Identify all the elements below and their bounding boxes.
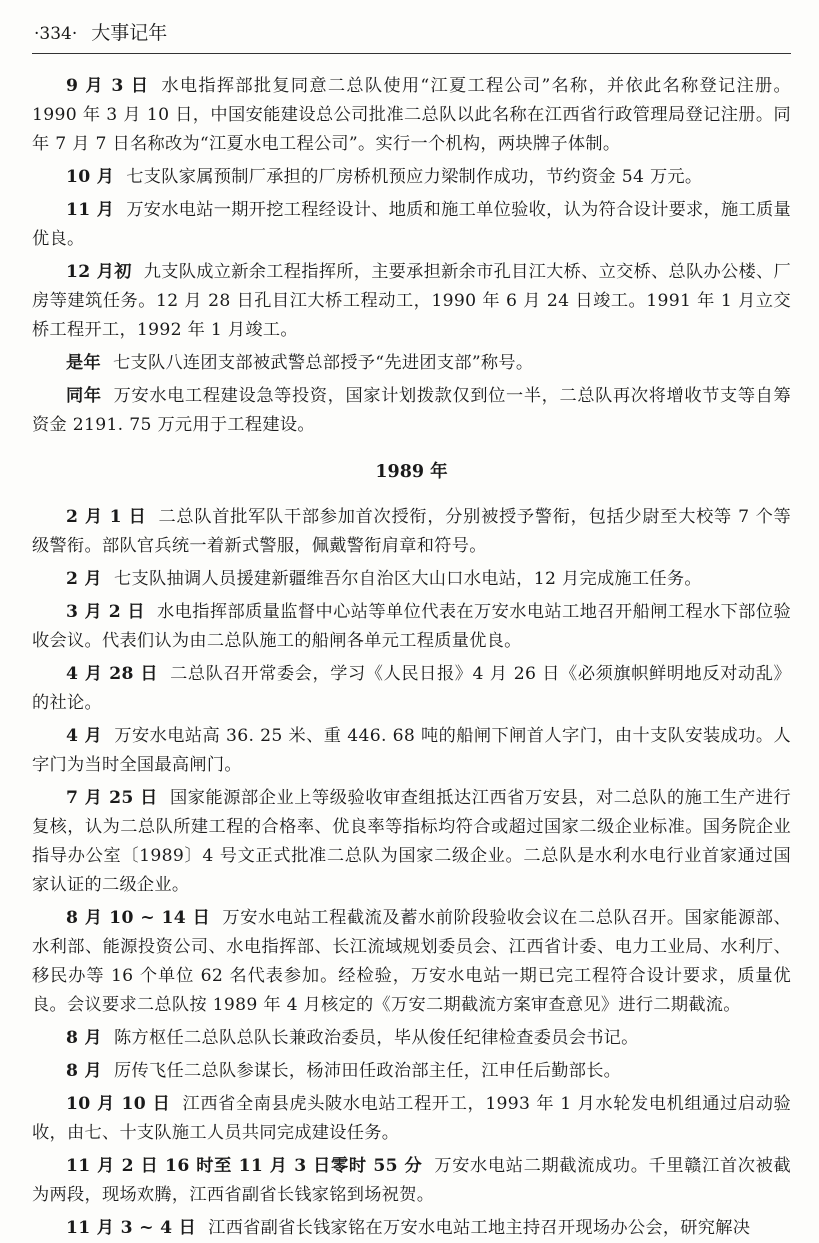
entry-text: 陈方枢任二总队总队长兼政治委员，毕从俊任纪律检查委员会书记。 xyxy=(114,1028,639,1048)
entry-date: 4 月 xyxy=(66,726,103,746)
entry-date: 2 月 1 日 xyxy=(66,507,147,527)
entry-text: 七支队家属预制厂承担的厂房桥机预应力梁制作成功，节约资金 54 万元。 xyxy=(126,167,703,187)
chronicle-entry xyxy=(32,72,791,159)
entries-1989 xyxy=(32,503,791,1243)
entry-date: 10 月 xyxy=(66,167,115,187)
entry-date: 11 月 2 日 16 时至 11 月 3 日零时 55 分 xyxy=(66,1156,423,1176)
chronicle-entry xyxy=(32,660,791,718)
chronicle-entry xyxy=(32,904,791,1020)
entry-text: 江西省全南县虎头陂水电站工程开工，1993 年 1 月水轮发电机组通过启动验收，由七、十支队施工人员共同完成建设任务。 xyxy=(32,1094,791,1143)
entry-text: 二总队召开常委会，学习《人民日报》4 月 26 日《必须旗帜鲜明地反对动乱》的社论。 xyxy=(32,664,791,713)
entry-text: 万安水电站工程截流及蓄水前阶段验收会议在二总队召开。国家能源部、水利部、能源投资公司、水电指挥部、长江流域规划委员会、江西省计委、电力工业局、水利厅、移民办等 16 个单位 62 名代表参加。经检验，万安水电站一期已完工程符合设计要求，质量优良。会议要求二总队按 1989 年 4 月核定的《万安二期截流方案审查意见》进行二期截流。 xyxy=(32,908,791,1015)
entries-top xyxy=(32,72,791,440)
header-rule xyxy=(32,53,791,54)
chronicle-entry xyxy=(32,196,791,254)
entry-date: 12 月初 xyxy=(66,262,132,282)
entry-date: 9 月 3 日 xyxy=(66,76,150,96)
entry-text: 水电指挥部质量监督中心站等单位代表在万安水电站工地召开船闸工程水下部位验收会议。代表们认为由二总队施工的船闸各单元工程质量优良。 xyxy=(32,602,791,651)
entry-date: 8 月 xyxy=(66,1061,103,1081)
entry-date: 4 月 28 日 xyxy=(66,664,159,684)
chronicle-entry xyxy=(32,163,791,192)
entry-date: 8 月 xyxy=(66,1028,103,1048)
chronicle-entry xyxy=(32,382,791,440)
entry-text: 万安水电站高 36. 25 米、重 446. 68 吨的船闸下闸首人字门，由十支队安装成功。人字门为当时全国最高闸门。 xyxy=(32,726,791,775)
entry-date: 2 月 xyxy=(66,569,103,589)
entry-text: 厉传飞任二总队参谋长，杨沛田任政治部主任，江申任后勤部长。 xyxy=(114,1061,622,1081)
page-header xyxy=(32,18,791,45)
entry-text: 七支队八连团支部被武警总部授予“先进团支部”称号。 xyxy=(112,353,534,373)
chronicle-entry xyxy=(32,565,791,594)
chronicle-entry xyxy=(32,1152,791,1210)
entry-text: 万安水电站二期截流成功。千里赣江首次被截为两段，现场欢腾，江西省副省长钱家铭到场祝贺。 xyxy=(32,1156,791,1205)
entry-text: 江西省副省长钱家铭在万安水电站工地主持召开现场办公会，研究解决 xyxy=(208,1218,751,1238)
entry-text: 万安水电站一期开挖工程经设计、地质和施工单位验收，认为符合设计要求，施工质量优良。 xyxy=(32,200,792,249)
chronicle-entry xyxy=(32,784,791,900)
entry-date: 是年 xyxy=(66,353,101,373)
entry-date: 3 月 2 日 xyxy=(66,602,145,622)
year-heading: 1989 年 xyxy=(375,462,448,482)
chronicle-entry xyxy=(32,1090,791,1148)
entry-date: 7 月 25 日 xyxy=(66,788,158,808)
entry-date: 8 月 10 ~ 14 日 xyxy=(66,908,211,928)
chronicle-entry xyxy=(32,503,791,561)
chronicle-entry xyxy=(32,1057,791,1086)
entry-text: 万安水电工程建设急等投资，国家计划拨款仅到位一半，二总队再次将增收节支等自筹资金 2191. 75 万元用于工程建设。 xyxy=(32,386,791,435)
entry-date: 同年 xyxy=(66,386,102,406)
entry-date: 10 月 10 日 xyxy=(66,1094,171,1114)
page-number: ·334· xyxy=(34,24,78,44)
entry-text: 九支队成立新余工程指挥所，主要承担新余市孔目江大桥、立交桥、总队办公楼、厂房等建筑任务。12 月 28 日孔目江大桥工程动工，1990 年 6 月 24 日竣工。1991 年 1 月立交桥工程开工，1992 年 1 月竣工。 xyxy=(32,262,791,340)
entry-text: 国家能源部企业上等级验收审查组抵达江西省万安县，对二总队的施工生产进行复核，认为二总队所建工程的合格率、优良率等指标均符合或超过国家二级企业标准。国务院企业指导办公室〔1989〕4 号文正式批准二总队为国家二级企业。二总队是水利水电行业首家通过国家认证的二级企业。 xyxy=(32,788,791,895)
chronicle-entry xyxy=(32,1024,791,1053)
chronicle-entry xyxy=(32,1214,791,1243)
entry-text: 七支队抽调人员援建新疆维吾尔自治区大山口水电站，12 月完成施工任务。 xyxy=(114,569,702,589)
chronicle-entry xyxy=(32,258,791,345)
chronicle-entry xyxy=(32,349,791,378)
chronicle-entry xyxy=(32,598,791,656)
entry-text: 二总队首批军队干部参加首次授衔，分别被授予警衔，包括少尉至大校等 7 个等级警衔。部队官兵统一着新式警服，佩戴警衔肩章和符号。 xyxy=(32,507,791,556)
entry-text: 水电指挥部批复同意二总队使用“江夏工程公司”名称，并依此名称登记注册。1990 年 3 月 10 日，中国安能建设总公司批准二总队以此名称在江西省行政管理局登记注册。同年 7 月 7 日名称改为“江夏水电工程公司”。实行一个机构，两块牌子体制。 xyxy=(32,76,791,154)
entry-date: 11 月 3 ~ 4 日 xyxy=(66,1218,197,1238)
chronicle-entry xyxy=(32,722,791,780)
section-title: 大事记年 xyxy=(91,22,168,44)
entry-date: 11 月 xyxy=(66,200,115,220)
